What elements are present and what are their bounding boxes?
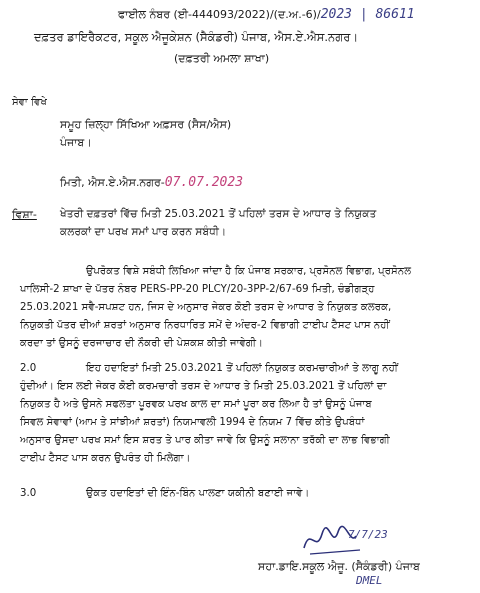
paragraph2-line: ਅਨੁਸਾਰ ਉਸਦਾ ਪਰਖ ਸਮਾਂ ਇਸ ਸ਼ਰਤ ਤੇ ਪਾਰ ਕੀਤਾ ਜਾਵੇ ਕਿ ਉਸਨੂੰ ਸਲਾਨਾ ਤਰੱਕੀ ਦਾ ਲਾਭ ਵਿਭਾਗੀ [20,435,390,446]
seva-vikhe: ਸੇਵਾ ਵਿਖੇ [12,97,47,108]
paragraph2-line: ਟਾਈਪ ਟੈਸਟ ਪਾਸ ਕਰਨ ਉਪਰੰਤ ਹੀ ਮਿਲੇਗਾ। [20,453,191,464]
date-label: ਮਿਤੀ, ਐਸ.ਏ.ਐਸ.ਨਗਰ- [60,176,165,189]
file-number-handwritten: 2023 | 86611 [320,7,415,22]
date-handwritten: 07.07.2023 [164,175,244,190]
date-line [60,176,243,190]
subject-line-2: ਕਲਰਕਾਂ ਦਾ ਪਰਖ ਸਮਾਂ ਪਾਰ ਕਰਨ ਸਬੰਧੀ। [60,226,227,238]
file-number-prefix: ਫਾਈਲ ਨੰਬਰ (ਈ-444093/2022)/(ਦ.ਅ.-6)/ [118,8,321,21]
paragraph1-line: ਨਿਯੁਕਤੀ ਪੱਤਰ ਦੀਆਂ ਸ਼ਰਤਾਂ ਅਨੁਸਾਰ ਨਿਰਧਾਰਿਤ ਸਮੇਂ ਦੇ ਅੰਦਰ-2 ਵਿਭਾਗੀ ਟਾਈਪ ਟੈਸਟ ਪਾਸ ਨਹੀਂ [20,320,390,331]
office-line: ਦਫ਼ਤਰ ਡਾਇਰੈਕਟਰ, ਸਕੂਲ ਐਜੂਕੇਸ਼ਨ (ਸੈਕੰਡਰੀ) ਪੰਜਾਬ, ਐਸ.ਏ.ਐਸ.ਨਗਰ। [34,30,359,44]
paragraph1-line: ਉਪਰੋਕਤ ਵਿਸ਼ੇ ਸਬੰਧੀ ਲਿਖਿਆ ਜਾਂਦਾ ਹੈ ਕਿ ਪੰਜਾਬ ਸਰਕਾਰ, ਪ੍ਰਸੋਨਲ ਵਿਭਾਗ, ਪ੍ਰਸੋਨਲ [86,266,412,277]
paragraph2-number: 2.0 [20,363,37,374]
signature-mark: DMEL [356,574,383,587]
paragraph1-line: ਪਾਲਿਸੀ-2 ਸ਼ਾਖਾ ਦੇ ਪੱਤਰ ਨੰਬਰ PERS-PP-20 PLCY/20-3PP-2/67-69 ਮਿਤੀ, ਚੰਡੀਗੜ੍ਹ [20,284,375,295]
file-number [118,8,415,22]
signatory-designation: ਸਹਾ.ਡਾਇ.ਸਕੂਲ ਐਜੂ. (ਸੈਕੰਡਰੀ) ਪੰਜਾਬ [258,560,420,573]
paragraph3-number: 3.0 [20,488,37,499]
paragraph2-line: ਸਿਵਲ ਸੇਵਾਵਾਂ (ਆਮ ਤੇ ਸਾਂਝੀਆਂ ਸ਼ਰਤਾਂ) ਨਿਯਮਾਵਲੀ 1994 ਦੇ ਨਿਯਮ 7 ਵਿੱਚ ਕੀਤੇ ਉਪਬੰਧਾਂ [20,417,365,428]
recipient: ਸਮੂਹ ਜ਼ਿਲ੍ਹਾ ਸਿੱਖਿਆ ਅਫ਼ਸਰ (ਸੈਸ/ਐਸ) [60,118,232,131]
branch-name: (ਦਫ਼ਤਰੀ ਅਮਲਾ ਸ਼ਾਖਾ) [174,52,270,65]
signature-date: 7/7/23 [348,528,388,541]
paragraph3-text: ਉਕਤ ਹਦਾਇਤਾਂ ਦੀ ਇੰਨ-ਬਿੰਨ ਪਾਲਣਾ ਯਕੀਨੀ ਬਣਾਈ ਜਾਵੇ। [86,488,310,499]
subject-label: ਵਿਸ਼ਾ- [12,208,37,221]
paragraph2-line: ਇਹ ਹਦਾਇਤਾਂ ਮਿਤੀ 25.03.2021 ਤੋਂ ਪਹਿਲਾਂ ਨਿਯੁਕਤ ਕਰਮਚਾਰੀਆਂ ਤੇ ਲਾਗੂ ਨਹੀਂ [86,363,398,374]
paragraph1-line: ਕਰਦਾ ਤਾਂ ਉਸਨੂੰ ਦਰਜਾਚਾਰ ਦੀ ਨੌਕਰੀ ਦੀ ਪੇਸ਼ਕਸ਼ ਕੀਤੀ ਜਾਵੇਗੀ। [20,338,263,349]
paragraph2-line: ਨਿਯੁਕਤ ਹੈ ਅਤੇ ਉਸਨੇ ਸਫਲਤਾ ਪੂਰਵਕ ਪਰਖ ਕਾਲ ਦਾ ਸਮਾਂ ਪੂਰਾ ਕਰ ਲਿਆ ਹੈ ਤਾਂ ਉਸਨੂੰ ਪੰਜਾਬ [20,399,372,410]
subject-line-1: ਖੇਤਰੀ ਦਫ਼ਤਰਾਂ ਵਿੱਚ ਮਿਤੀ 25.03.2021 ਤੋਂ ਪਹਿਲਾਂ ਤਰਸ ਦੇ ਆਧਾਰ ਤੇ ਨਿਯੁਕਤ [60,208,377,220]
recipient-state: ਪੰਜਾਬ। [60,136,92,149]
paragraph1-line: 25.03.2021 ਸਵੈ-ਸਪਸ਼ਟ ਹਨ, ਜਿਸ ਦੇ ਅਨੁਸਾਰ ਜੇਕਰ ਕੋਈ ਤਰਸ ਦੇ ਆਧਾਰ ਤੇ ਨਿਯੁਕਤ ਕਲਰਕ, [20,302,392,313]
paragraph2-line: ਹੁੰਦੀਆਂ। ਇਸ ਲਈ ਜੇਕਰ ਕੋਈ ਕਰਮਚਾਰੀ ਤਰਸ ਦੇ ਆਧਾਰ ਤੇ ਮਿਤੀ 25.03.2021 ਤੋਂ ਪਹਿਲਾਂ ਦਾ [20,381,387,392]
